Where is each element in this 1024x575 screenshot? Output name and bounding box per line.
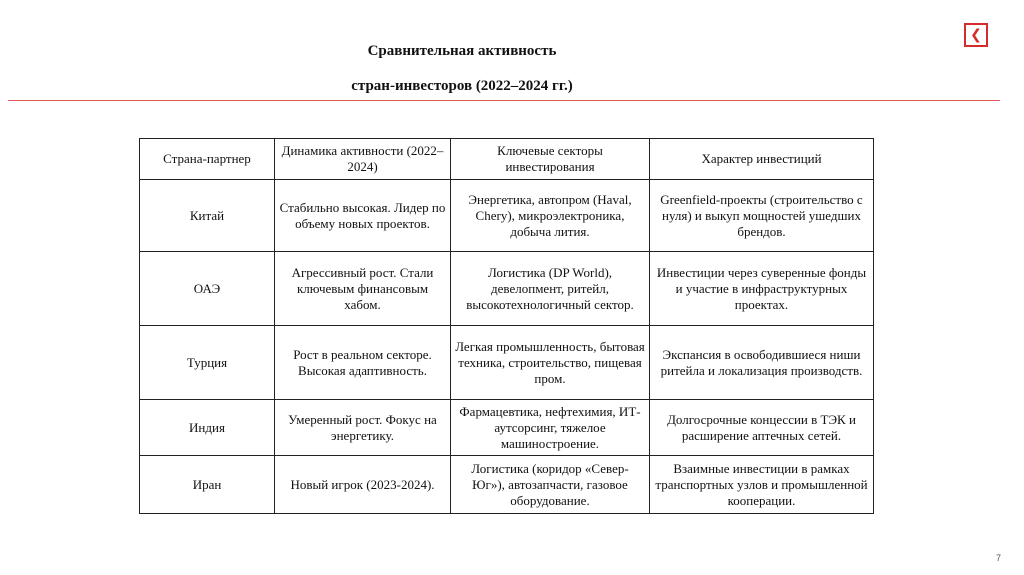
table-cell: Умеренный рост. Фокус на энергетику. (275, 400, 451, 456)
table-cell: Турция (140, 326, 275, 400)
table-cell: Рост в реальном секторе. Высокая адаптивность. (275, 326, 451, 400)
table-cell: Легкая промышленность, бытовая техника, строительство, пищевая пром. (451, 326, 650, 400)
title-line-1: Сравнительная активность (367, 43, 557, 59)
table-header-row (140, 139, 874, 180)
table-cell: Иран (140, 456, 275, 514)
table-row (140, 180, 874, 252)
table-cell: Фармацевтика, нефтехимия, ИТ-аутсорсинг, тяжелое машиностроение. (451, 400, 650, 456)
table-cell: Агрессивный рост. Стали ключевым финансовым хабом. (275, 252, 451, 326)
column-header: Характер инвестиций (650, 139, 874, 180)
table-cell: Энергетика, автопром (Haval, Chery), микроэлектроника, добыча лития. (451, 180, 650, 252)
back-arrow-icon[interactable]: ❮ (964, 23, 988, 47)
table-cell: Новый игрок (2023-2024). (275, 456, 451, 514)
table-cell: ОАЭ (140, 252, 275, 326)
table-cell: Логистика (DP World), девелопмент, ритейл, высокотехнологичный сектор. (451, 252, 650, 326)
page-number: 7 (996, 553, 1002, 563)
table-cell: Китай (140, 180, 275, 252)
investor-comparison-table (139, 138, 874, 514)
table-row (140, 400, 874, 456)
title-line-2: стран-инвесторов (2022–2024 гг.) (351, 78, 573, 94)
column-header: Страна-партнер (140, 139, 275, 180)
table-cell: Взаимные инвестиции в рамках транспортных узлов и промышленной кооперации. (650, 456, 874, 514)
table-cell: Долгосрочные концессии в ТЭК и расширение аптечных сетей. (650, 400, 874, 456)
table-cell: Инвестиции через суверенные фонды и участие в инфраструктурных проектах. (650, 252, 874, 326)
column-header: Динамика активности (2022–2024) (275, 139, 451, 180)
table-cell: Экспансия в освободившиеся ниши ритейла и локализация производств. (650, 326, 874, 400)
header-divider (8, 100, 1000, 101)
table-cell: Greenfield-проекты (строительство с нуля) и выкуп мощностей ушедших брендов. (650, 180, 874, 252)
table-cell: Стабильно высокая. Лидер по объему новых проектов. (275, 180, 451, 252)
table-cell: Логистика (коридор «Север-Юг»), автозапчасти, газовое оборудование. (451, 456, 650, 514)
table-row (140, 456, 874, 514)
table-row (140, 252, 874, 326)
table-cell: Индия (140, 400, 275, 456)
column-header: Ключевые секторы инвестирования (451, 139, 650, 180)
table-row (140, 326, 874, 400)
